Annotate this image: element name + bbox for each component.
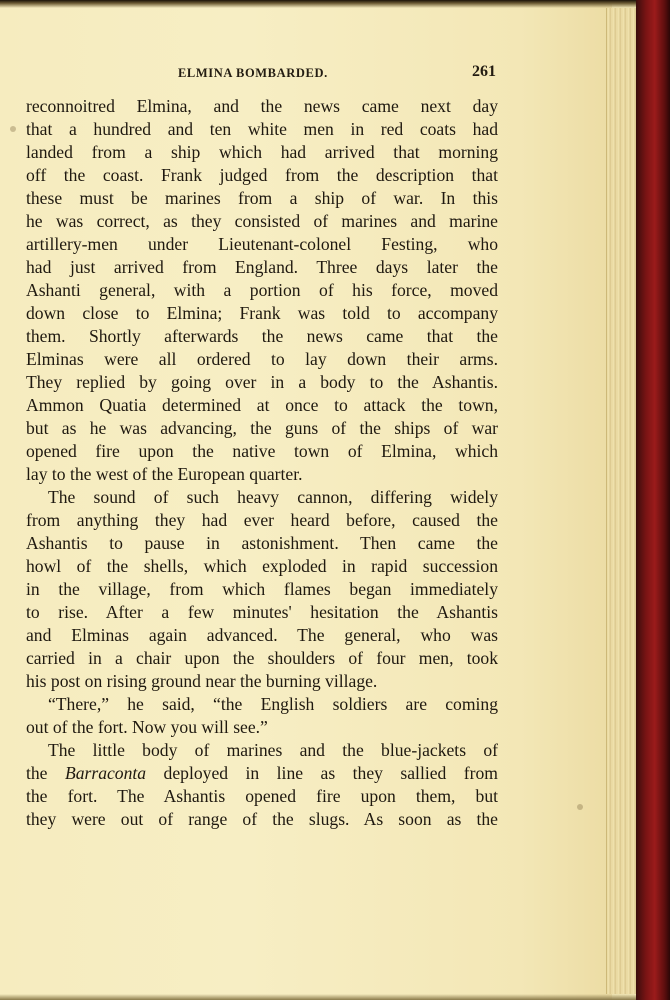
text-line: They replied by going over in a body to the Ashantis.	[26, 372, 498, 392]
text-line: they were out of range of the slugs. As soon as the	[26, 809, 498, 829]
text-line: lay to the west of the European quarter.	[26, 464, 303, 484]
text-line: “There,” he said, “the English soldiers are coming	[48, 694, 498, 714]
text-line: down close to Elmina; Frank was told to accompany	[26, 303, 498, 323]
paper-spot	[577, 804, 583, 810]
top-shadow	[0, 0, 636, 8]
text-line: he was correct, as they consisted of marines and marine	[26, 211, 498, 231]
text-line: his post on rising ground near the burning village.	[26, 671, 378, 691]
page-number: 261	[472, 63, 496, 80]
text-line: The sound of such heavy cannon, differing widely	[48, 487, 498, 507]
text-line: Ashantis to pause in astonishment. Then came the	[26, 533, 498, 553]
text-line: and Elminas again advanced. The general, who was	[26, 625, 498, 645]
ship-name: Barraconta	[64, 763, 147, 783]
text-line: Elminas were all ordered to lay down their arms.	[26, 349, 498, 369]
body-text	[26, 95, 498, 831]
text-line: to rise. After a few minutes' hesitation the Ashantis	[26, 602, 498, 622]
text-line: Ammon Quatia determined at once to attack the town,	[26, 395, 498, 415]
text-line: that a hundred and ten white men in red coats had	[26, 119, 498, 139]
page-edges	[606, 8, 637, 994]
text-line: them. Shortly afterwards the news came that the	[26, 326, 498, 346]
text-line: landed from a ship which had arrived that morning	[26, 142, 498, 162]
text-line: carried in a chair upon the shoulders of four men, took	[26, 648, 498, 668]
text-line: opened fire upon the native town of Elmina, which	[26, 441, 498, 461]
text-line: out of the fort. Now you will see.”	[26, 717, 268, 737]
text-line: off the coast. Frank judged from the description that	[26, 165, 498, 185]
text-line: the fort. The Ashantis opened fire upon them, but	[26, 786, 498, 806]
text-line: reconnoitred Elmina, and the news came next day	[26, 96, 498, 116]
text-line: from anything they had ever heard before, caused the	[26, 510, 498, 530]
text-fragment: deployed in line as they sallied from	[146, 763, 498, 783]
text-line: Ashanti general, with a portion of his force, moved	[26, 280, 498, 300]
text-line: howl of the shells, which exploded in rapid succession	[26, 556, 498, 576]
text-line: artillery-men under Lieutenant-colonel Festing, who	[26, 234, 498, 254]
text-line: but as he was advancing, the guns of the ships of war	[26, 418, 498, 438]
text-line: had just arrived from England. Three days later the	[26, 257, 498, 277]
text-line: these must be marines from a ship of war. In this	[26, 188, 498, 208]
paper-spot	[10, 126, 16, 132]
text-line: in the village, from which flames began immediately	[26, 579, 498, 599]
book-cover-edge	[636, 0, 670, 1000]
text-line	[26, 762, 498, 785]
running-head: ELMINA BOMBARDED.	[178, 66, 328, 80]
text-line: The little body of marines and the blue-jackets of	[48, 740, 498, 760]
text-fragment: the	[26, 763, 65, 783]
page-header	[178, 63, 496, 87]
bottom-shadow	[0, 994, 636, 1000]
